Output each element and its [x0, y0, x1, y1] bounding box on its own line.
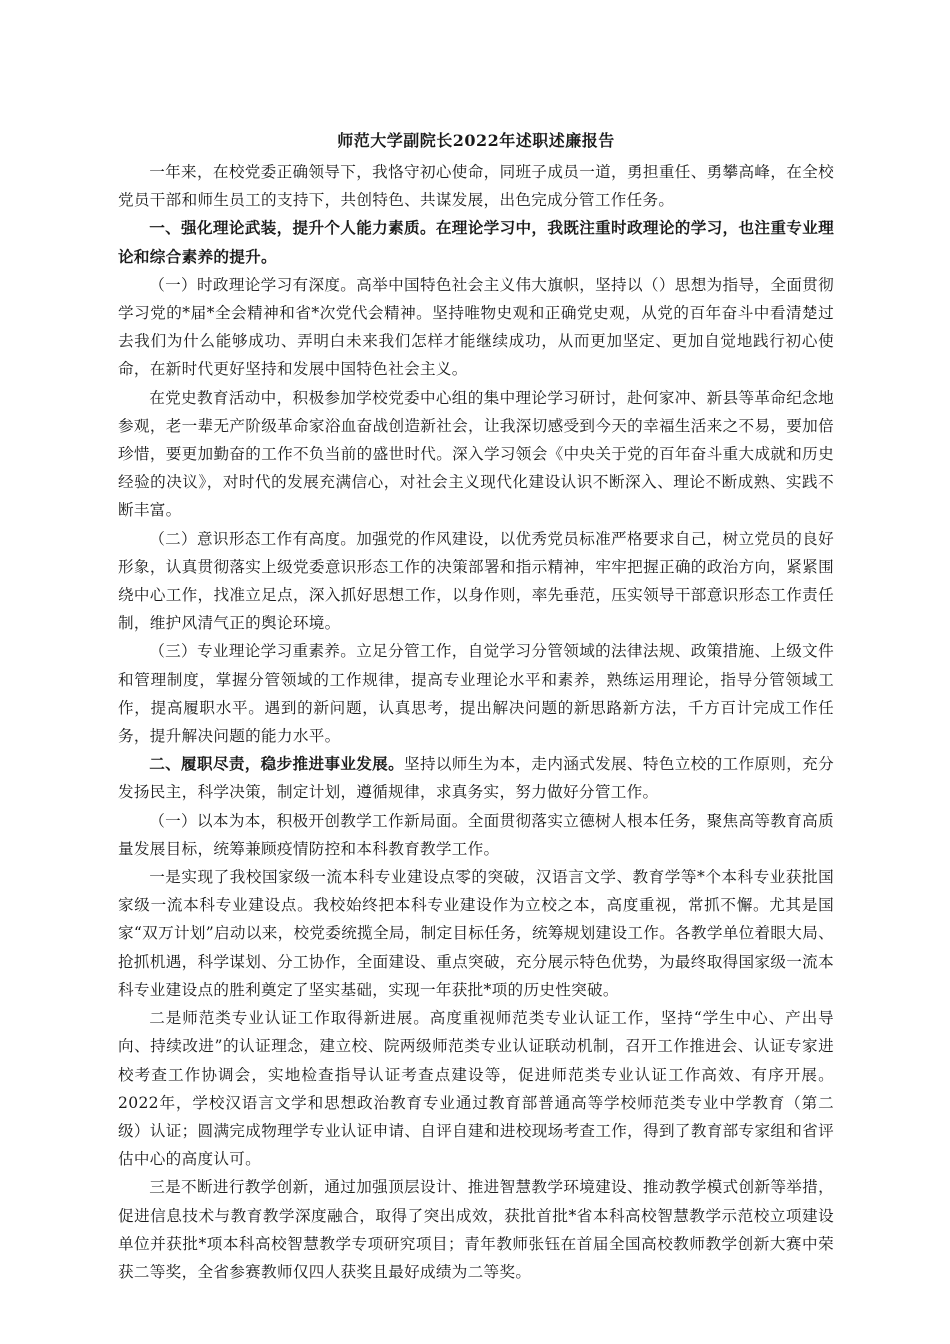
intro-paragraph: 一年来，在校党委正确领导下，我恪守初心使命，同班子成员一道，勇担重任、勇攀高峰，在全校党员干部和师生员工的支持下，共创特色、共谋发展，出色完成分管工作任务。 [118, 163, 834, 210]
section-1-item-2-paragraph: （二）意识形态工作有高度。加强党的作风建设，以优秀党员标准严格要求自己，树立党员的良好形象，认真贯彻落实上级党委意识形态工作的决策部署和指示精神，牢牢把握正确的政治方向，紧紧围绕中心工作，找准立足点，深入抓好思想工作，以身作则，率先垂范，压实领导干部意识形态工作责任制，维护风清气正的舆论环境。 [118, 529, 834, 633]
section-1-heading: 一、强化理论武装，提升个人能力素质。在理论学习中，我既注重时政理论的学习，也注重专业理论和综合素养的提升。 [118, 218, 834, 266]
section-2-heading: 二、履职尽责，稳步推进事业发展。 [149, 754, 405, 774]
point-3-paragraph: 三是不断进行教学创新，通过加强顶层设计、推进智慧教学环境建设、推动教学模式创新等举措，促进信息技术与教育教学深度融合，取得了突出成效，获批首批*省本科高校智慧教学示范校立项建设单位并获批*项本科高校智慧教学专项研究项目；青年教师张钰在首届全国高校教师教学创新大赛中荣获二等奖，全省参赛教师仅四人获奖且最好成绩为二等奖。 [118, 1178, 834, 1281]
section-1-item-1-paragraph: （一）时政理论学习有深度。高举中国特色社会主义伟大旗帜，坚持以（）思想为指导，全面贯彻学习党的*届*全会精神和省*次党代会精神。坚持唯物史观和正确党史观，从党的百年奋斗中看清楚过去我们为什么能够成功、弄明白未来我们怎样才能继续成功，从而更加坚定、更加自觉地践行初心使命，在新时代更好坚持和发展中国特色社会主义。 [118, 275, 834, 379]
section-1-party-history-paragraph: 在党史教育活动中，积极参加学校党委中心组的集中理论学习研讨，赴何家冲、新县等革命纪念地参观，老一辈无产阶级革命家浴血奋战创造新社会，让我深切感受到今天的幸福生活来之不易，要加倍珍惜，要更加勤奋的工作不负当前的盛世时代。深入学习领会《中央关于党的百年奋斗重大成就和历史经验的决议》，对时代的发展充满信心，对社会主义现代化建设认识不断深入、理论不断成熟、实践不断丰富。 [118, 388, 834, 520]
section-2-body: 坚持以师生为本，走内涵式发展、特色立校的工作原则，充分发扬民主，科学决策，制定计划，遵循规律，求真务实，努力做好分管工作。 [118, 755, 834, 802]
document-page [118, 126, 834, 1286]
document-title: 师范大学副院长2022年述职述廉报告 [337, 131, 615, 150]
section-1-item-3-paragraph: （三）专业理论学习重素养。立足分管工作，自觉学习分管领域的法律法规、政策措施、上级文件和管理制度，掌握分管领域的工作规律，提高专业理论水平和素养，熟练运用理论，指导分管领域工作，提高履职水平。遇到的新问题，认真思考，提出解决问题的新思路新方法，千方百计完成工作任务，提升解决问题的能力水平。 [118, 642, 834, 746]
section-2-item-1-paragraph: （一）以本为本，积极开创教学工作新局面。全面贯彻落实立德树人根本任务，聚焦高等教育高质量发展目标，统筹兼顾疫情防控和本科教育教学工作。 [118, 811, 834, 858]
point-2-paragraph: 二是师范类专业认证工作取得新进展。高度重视师范类专业认证工作，坚持“学生中心、产出导向、持续改进”的认证理念，建立校、院两级师范类专业认证联动机制，召开工作推进会、认证专家进校考查工作协调会，实地检查指导认证考查点建设等，促进师范类专业认证工作高效、有序开展。2022年，学校汉语言文学和思想政治教育专业通过教育部普通高等学校师范类专业中学教育（第二级）认证；圆满完成物理学专业认证申请、自评自建和进校现场考查工作，得到了教育部专家组和省评估中心的高度认可。 [118, 1009, 834, 1169]
point-1-paragraph: 一是实现了我校国家级一流本科专业建设点零的突破，汉语言文学、教育学等*个本科专业获批国家级一流本科专业建设点。我校始终把本科专业建设作为立校之本，高度重视，常抓不懈。尤其是国家“双万计划”启动以来，校党委统揽全局，制定目标任务，统筹规划建设工作。各教学单位着眼大局、抢抓机遇，科学谋划、分工协作，全面建设、重点突破，充分展示特色优势，为最终取得国家级一流本科专业建设点的胜利奠定了坚实基础，实现一年获批*项的历史性突破。 [118, 868, 834, 999]
section-2-paragraph [118, 750, 834, 806]
